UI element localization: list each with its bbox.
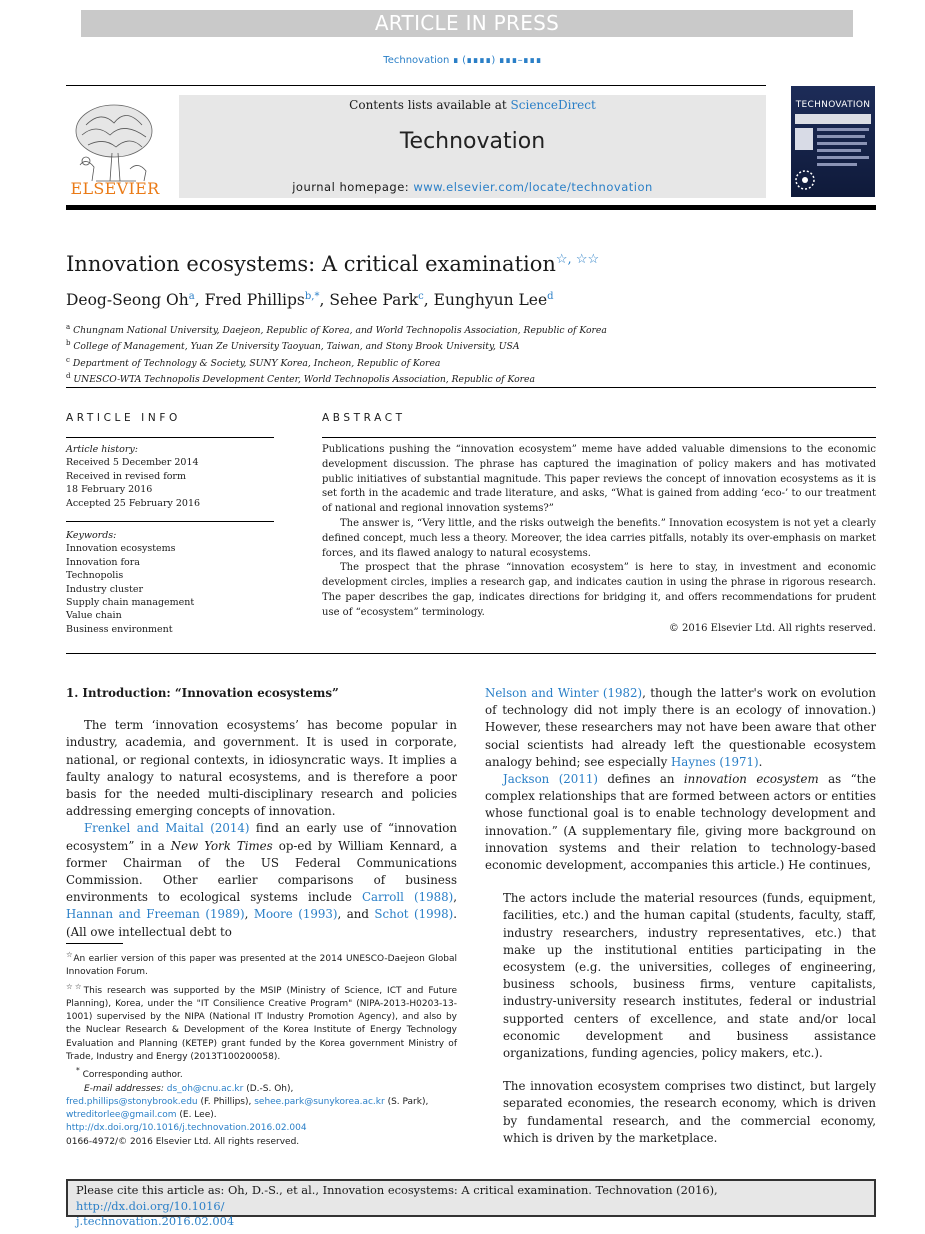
email-owner: (F. Phillips), [197, 1096, 255, 1107]
author-affiliation-mark[interactable]: a [188, 291, 195, 302]
elsevier-wordmark: ELSEVIER [70, 179, 160, 198]
divider [66, 437, 274, 438]
footnote [66, 980, 457, 1065]
abstract-paragraph: Publications pushing the “innovation ecosystem” meme have added valuable dimensions to the economic development discussion. The phrase has captured the imagination of policy makers and has motivated public initiatives of substantial magnitude. This paper reviews the concept of innovation ecosystems as it is set forth in the academic and trade literature, and asks, “What is gained from adding ‘eco-’ to our treatment of national and regional innovation systems?” [322, 444, 876, 515]
affiliation-mark: c [66, 355, 70, 364]
journal-homepage [179, 180, 766, 194]
author-affiliation-mark[interactable]: d [547, 291, 554, 302]
cover-title: TECHNOVATION [795, 100, 871, 110]
title-footnote-marks[interactable]: ☆, ☆☆ [555, 252, 600, 267]
affiliation-mark: a [66, 323, 71, 331]
text-run: , and [337, 907, 375, 922]
email-link[interactable]: fred.phillips@stonybrook.edu [66, 1096, 198, 1107]
article-info [66, 443, 274, 636]
keyword: Innovation fora [66, 556, 140, 568]
contents-prefix: Contents lists available at [349, 98, 507, 112]
email-line [66, 1096, 457, 1109]
block-quote: The actors include the material resources (funds, equipment, facilities, etc.) and the human capital (students, faculty, staff, industry researchers, industry representatives, etc.) that make up the institutional entities participating in the ecosystem (e.g. the universities, colleges of engineering, business schools, business firms, venture capitalists, industry-university research institutes, federal or industrial supported centers of excellence, and state and/or local economic development and business assistance organizations, funding agencies, policy makers, etc.). [503, 891, 876, 1061]
email-owner: (D.-S. Oh), [243, 1083, 294, 1094]
keyword: Innovation ecosystems [66, 543, 176, 555]
affiliation [66, 354, 607, 370]
citation-link[interactable]: Carroll (1988) [361, 890, 454, 905]
keyword: Value chain [66, 610, 122, 622]
footnote-mark: ☆☆ [66, 981, 84, 991]
text-run: op-ed by William Kennard, a former Chairman of the US Federal Communications Commission. Other earlier comparisons of business environments to ecological systems include [66, 838, 457, 905]
body-column-left [66, 685, 457, 941]
affiliation-text: Department of Technology & Society, SUNY Korea, Incheon, Republic of Korea [72, 357, 441, 369]
journal-masthead [179, 95, 766, 198]
affiliation-mark: d [66, 372, 71, 381]
body-paragraph [485, 771, 876, 874]
author-list [66, 291, 554, 309]
citation-link[interactable]: Nelson and Winter (1982) [485, 686, 643, 700]
citation-link[interactable]: Moore (1993) [253, 907, 338, 922]
footnote-rule [66, 943, 123, 944]
affiliation-text: Chungnam National University, Daejeon, Republic of Korea, and World Technopolis Association, Republic of Korea [73, 325, 607, 337]
doi-link[interactable]: http://dx.doi.org/10.1016/j.technovation.2016.02.004 [66, 1123, 307, 1133]
journal-header [66, 85, 876, 213]
footnote-mark: * [76, 1066, 80, 1076]
body-column-right [485, 685, 876, 1147]
text-run: as “the complex relationships that are formed between actors or entities whose functional goal is to enable technology development and innovation.” (A supplementary file, giving more background on innovation systems and their relation to technology-based economic development, accompanies this article.) He continues, [485, 772, 877, 873]
header-thick-rule [66, 205, 876, 210]
sciencedirect-link[interactable]: ScienceDirect [510, 98, 596, 112]
journal-cover-thumbnail[interactable] [791, 86, 875, 197]
history-item: Accepted 25 February 2016 [66, 497, 201, 509]
email-line [66, 1083, 457, 1096]
text-run-italic: innovation ecosystem [683, 772, 819, 787]
author-name[interactable]: Sehee Park [329, 291, 419, 310]
email-owner: (E. Lee). [176, 1110, 217, 1121]
abstract-paragraph: The prospect that the phrase “innovation ecosystem” is here to stay, in investment and economic development circles, implies a research gap, and indicates caution in using the phrase in rigorous research. The paper describes the gap, indicates directions for bridging it, and offers recommendations for prudent use of “ecosystem” terminology. [322, 562, 876, 618]
article-info-heading: ARTICLE INFO [66, 412, 181, 424]
citation-text: Please cite this article as: Oh, D.-S., et al., Innovation ecosystems: A critical examination. Technovation (2016), [76, 1183, 718, 1197]
keyword: Supply chain management [66, 597, 195, 609]
text-run: , [453, 890, 457, 905]
citation-doi-link[interactable]: http://dx.doi.org/10.1016/ [76, 1198, 225, 1213]
author-name[interactable]: Eunghyun Lee [433, 291, 548, 310]
history-item: Received in revised form [66, 470, 186, 482]
affiliation-mark: b [66, 339, 71, 348]
abstract-heading: ABSTRACT [322, 412, 406, 424]
affiliation-text: UNESCO-WTA Technopolis Development Center, World Technopolis Association, Republic of Korea [73, 374, 535, 386]
homepage-link[interactable]: www.elsevier.com/locate/technovation [413, 180, 653, 194]
abstract-body [322, 443, 876, 636]
author-separator: , [194, 291, 205, 310]
keyword: Industry cluster [66, 583, 144, 595]
footnote-text: Corresponding author. [82, 1070, 183, 1081]
author-name[interactable]: Fred Phillips [204, 291, 305, 310]
author-separator: , [319, 291, 330, 310]
article-title-text: Innovation ecosystems: A critical examination [66, 252, 556, 276]
footnote-mark: ☆ [66, 950, 74, 959]
email-link[interactable]: ds_oh@cnu.ac.kr [166, 1083, 244, 1094]
cover-graphic [791, 86, 875, 197]
journal-title: Technovation [399, 129, 546, 154]
abstract-paragraph: The answer is, “Very little, and the risks outweigh the benefits.” Innovation ecosystem is not yet a clearly defined concept, much less a theory. Moreover, the idea carries pitfalls, notably its over-emphasis on market forces, and its flawed analogy to natural ecosystems. [322, 517, 876, 559]
footnote-text: This research was supported by the MSIP (Ministry of Science, ICT and Future Planning), Korea, under the "IT Consilience Creative Program" (NIPA-2013-H0203-13-1001) supervised by the NIPA (National IT Industry Promotion Agency), and also by the Nuclear Research & Development of the Korea Institute of Energy Technology Evaluation and Planning (KETEP) grant funded by the Korea government Ministry of Trade, Industry and Energy (2013T100200058). [66, 985, 458, 1063]
history-item: Received 5 December 2014 [66, 457, 199, 469]
email-line [66, 1109, 457, 1122]
footnotes [66, 943, 457, 1123]
journal-reference[interactable]: Technovation ∎ (∎∎∎∎) ∎∎∎–∎∎∎ [383, 55, 542, 66]
text-run-italic: New York Times [170, 838, 273, 853]
citation-link[interactable]: Jackson (2011) [503, 772, 598, 787]
affiliation-text: College of Management, Yuan Ze University Taoyuan, Taiwan, and Stony Brook University, USA [73, 341, 520, 353]
text-run: . [758, 754, 763, 769]
doi-block [66, 1122, 457, 1149]
divider [66, 387, 876, 388]
text-run: defines an [597, 772, 684, 787]
affiliation [66, 370, 607, 386]
citation-link[interactable]: Frenkel and Maital (2014) [84, 821, 250, 836]
author-separator: , [423, 291, 434, 310]
citation-link[interactable]: Hannan and Freeman (1989) [66, 907, 245, 922]
email-label: E-mail addresses: [84, 1083, 164, 1094]
history-label: Article history: [66, 444, 138, 455]
text-run: find an early use of “innovation ecosystem” in a [66, 821, 457, 853]
body-paragraph [66, 820, 457, 940]
body-paragraph: The term ‘innovation ecosystems’ has become popular in industry, academia, and government. It is used in corporate, national, or regional contexts, in idiosyncratic ways. It implies a faulty analogy to natural ecosystems, and is therefore a poor basis for the needed multi-disciplinary research and policies addressing emerging concepts of innovation. [66, 718, 457, 819]
citation-box [66, 1179, 876, 1228]
keyword: Business environment [66, 623, 173, 635]
citation-link[interactable]: Schot (1998) [374, 907, 454, 922]
footnote [66, 1064, 457, 1082]
section-title: 1. Introduction: “Innovation ecosystems” [66, 686, 339, 700]
author-name[interactable]: Deog-Seong Oh [66, 291, 189, 310]
abstract-copyright: © 2016 Elsevier Ltd. All rights reserved. [668, 622, 876, 634]
article-in-press-banner: ARTICLE IN PRESS [81, 10, 853, 37]
text-run: , though the latter's work on evolution of technology did not imply there is an ecology of innovation.) However, these researchers may not have been aware that other social scientists had already left the questionable ecosystem analogy behind; see especially [485, 686, 877, 769]
citation-doi-link-continued[interactable]: j.technovation.2016.02.004 [76, 1214, 235, 1228]
citation-link[interactable]: Haynes (1971) [671, 754, 759, 769]
divider [66, 521, 274, 522]
keywords-label: Keywords: [66, 530, 117, 542]
email-link[interactable]: sehee.park@sunykorea.ac.kr [254, 1096, 385, 1107]
block-quote: The innovation ecosystem comprises two distinct, but largely separated economies, the research economy, which is driven by fundamental research, and the commercial economy, which is driven by the marketplace. [503, 1079, 876, 1145]
footnote-text: An earlier version of this paper was presented at the 2014 UNESCO-Daejeon Global Innovation Forum. [66, 954, 457, 978]
divider [322, 437, 876, 438]
header-rule [66, 85, 766, 86]
history-item: 18 February 2016 [66, 484, 153, 496]
footnote [66, 948, 457, 980]
email-link[interactable]: wtreditorlee@gmail.com [66, 1110, 177, 1121]
affiliation-list [66, 321, 607, 386]
author-affiliation-mark[interactable]: b,* [304, 291, 320, 302]
email-owner: (S. Park), [384, 1096, 429, 1107]
text-run: . (All owe intellectual debt to [66, 907, 457, 939]
contents-line [179, 98, 766, 112]
issn-line: 0166-4972/© 2016 Elsevier Ltd. All rights reserved. [66, 1136, 300, 1147]
author-affiliation-mark[interactable]: c [418, 291, 424, 302]
body-paragraph [485, 685, 876, 771]
article-title [66, 252, 599, 276]
text-run: , [244, 907, 254, 922]
divider [66, 653, 876, 654]
affiliation [66, 337, 607, 353]
affiliation [66, 321, 607, 337]
keyword: Technopolis [66, 570, 124, 582]
homepage-prefix: journal homepage: [292, 180, 410, 194]
